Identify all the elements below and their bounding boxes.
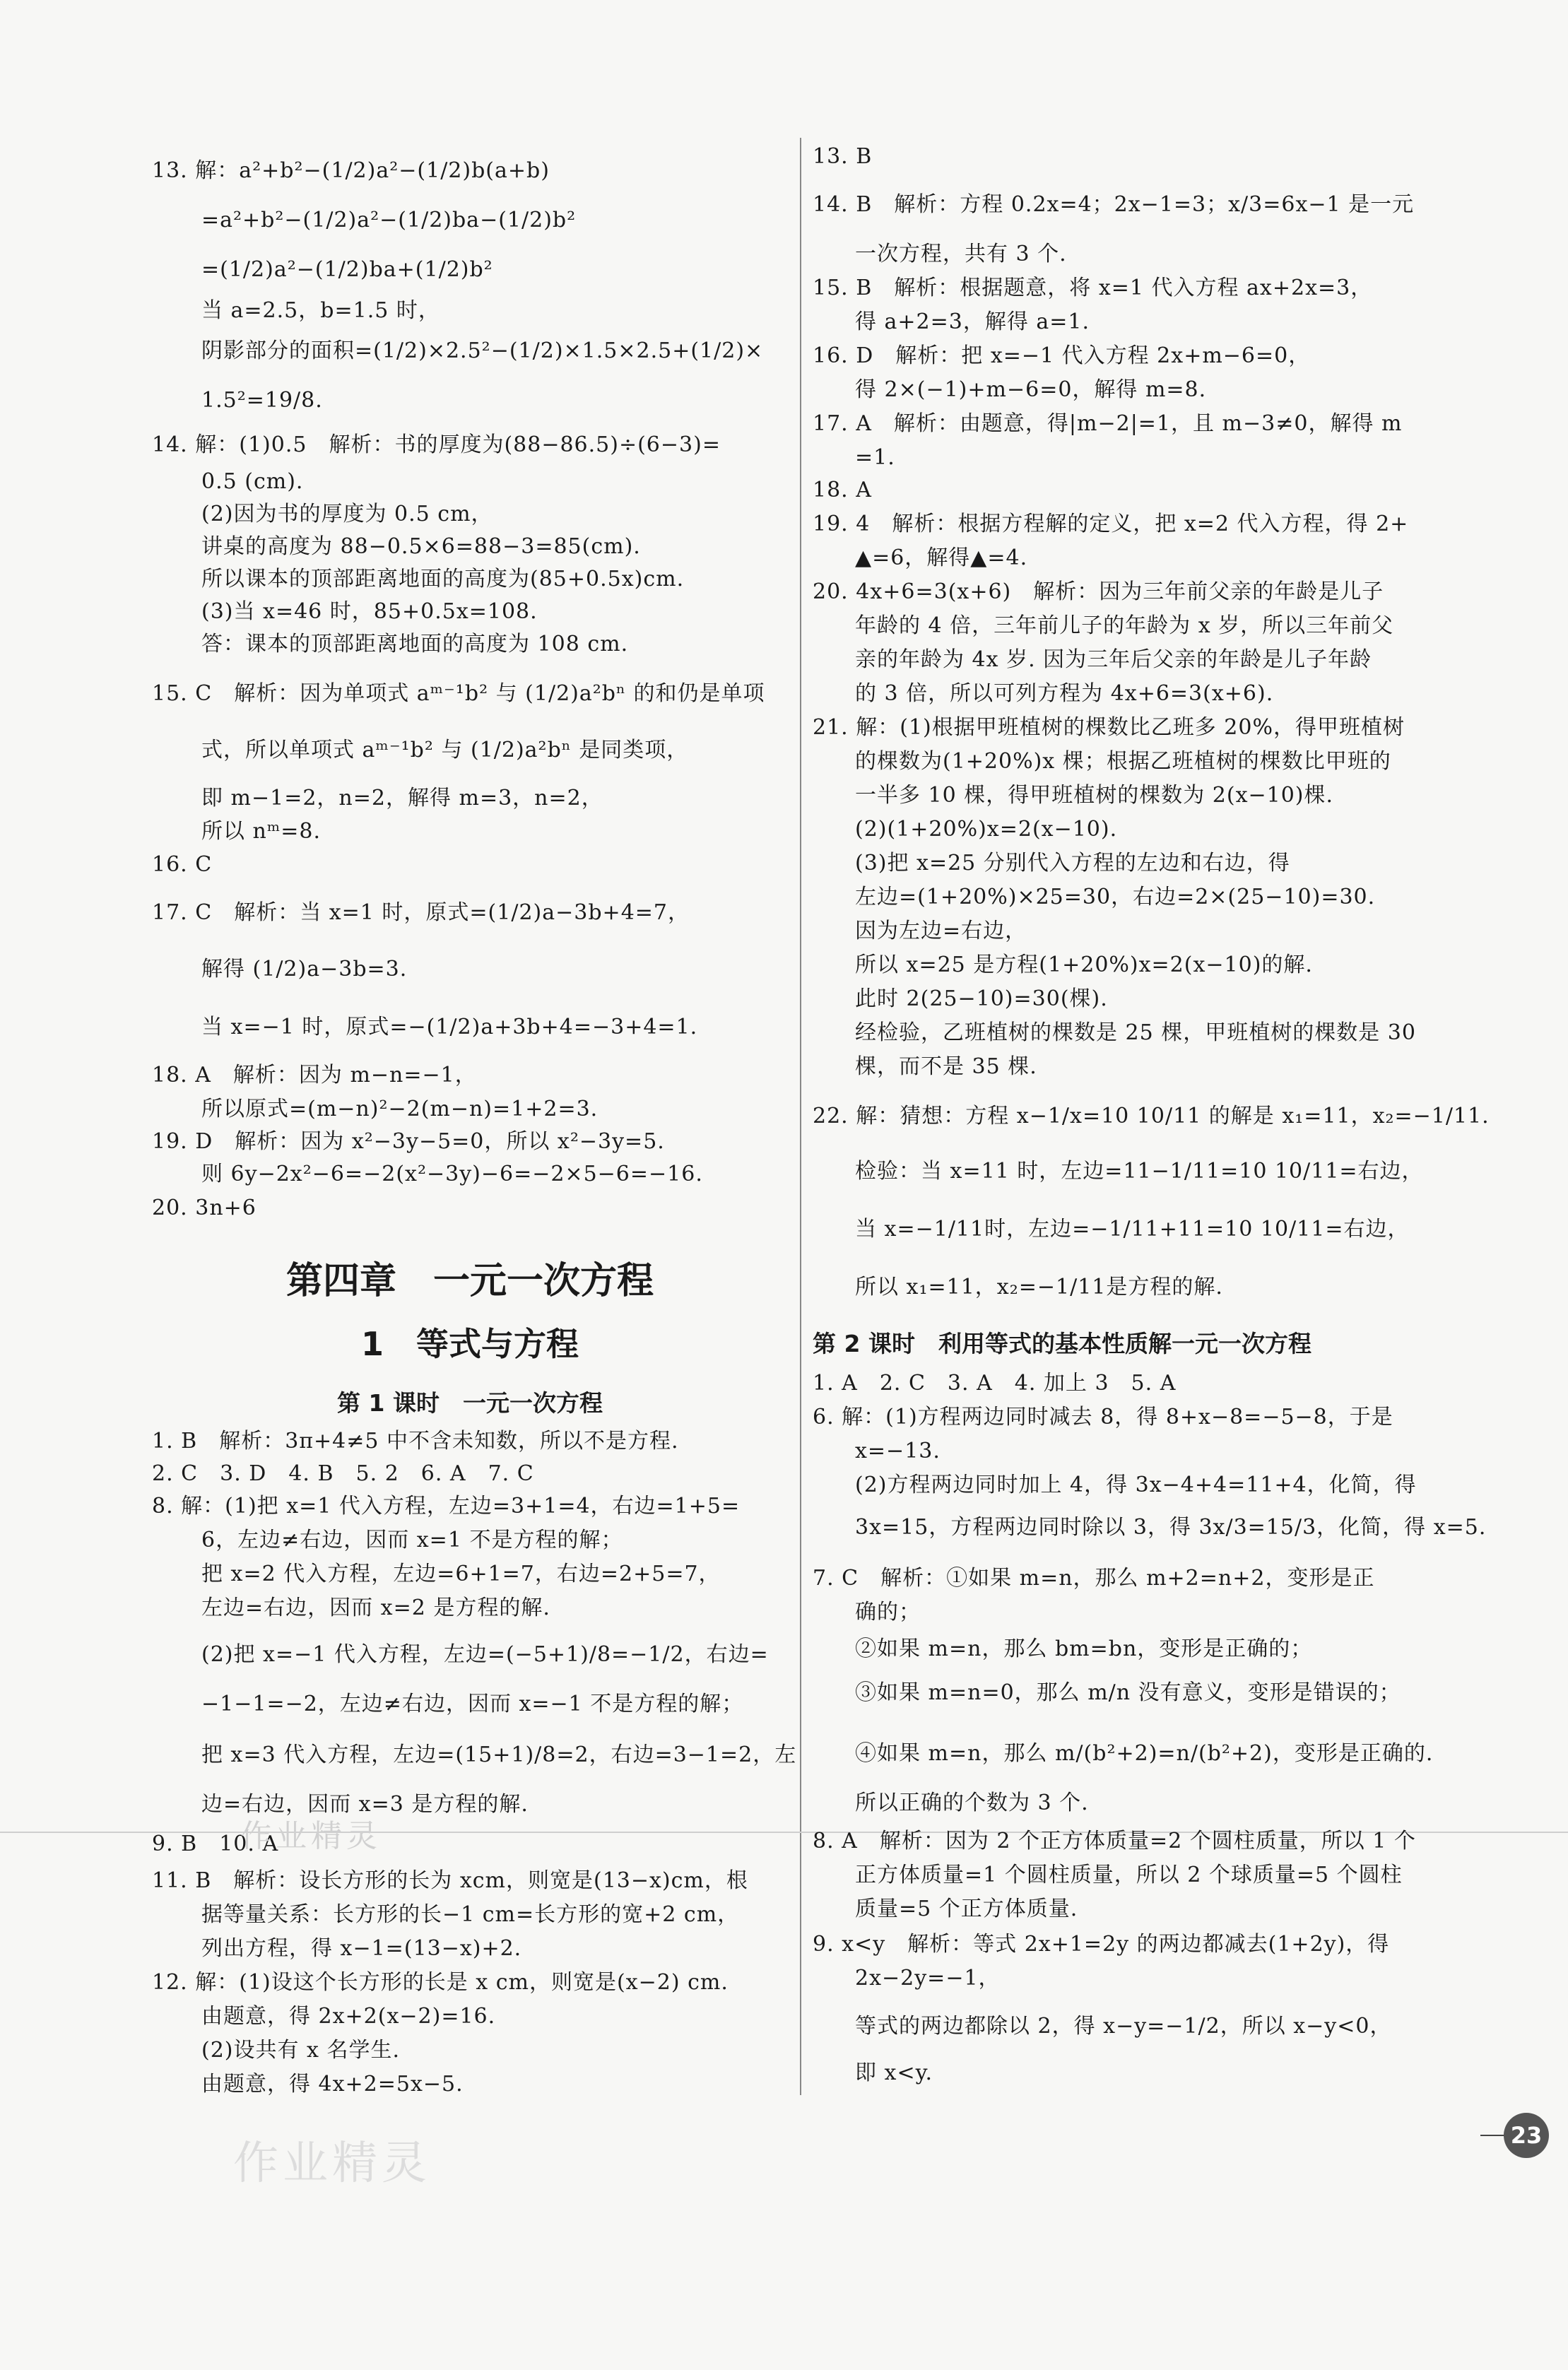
- answer-line: 正方体质量=1 个圆柱质量，所以 2 个球质量=5 个圆柱: [855, 1863, 1403, 1887]
- answer-line: 9. B 10. A: [152, 1832, 279, 1856]
- answer-line: 1.5²=19/8.: [201, 388, 323, 413]
- answer-line: 列出方程，得 x−1=(13−x)+2.: [201, 1936, 522, 1961]
- answer-line: 一半多 10 棵，得甲班植树的棵数为 2(x−10)棵.: [855, 783, 1334, 808]
- answer-line: 所以原式=(m−n)²−2(m−n)=1+2=3.: [201, 1097, 599, 1121]
- answer-line: 13. 解：a²+b²−(1/2)a²−(1/2)b(a+b): [152, 158, 550, 183]
- answer-line: 当 a=2.5，b=1.5 时，: [201, 298, 440, 323]
- lesson-title: 第 1 课时 一元一次方程: [337, 1389, 603, 1417]
- answer-line: 16. C: [152, 852, 213, 877]
- answer-line: 当 x=−1 时，原式=−(1/2)a+3b+4=−3+4=1.: [201, 1015, 698, 1039]
- answer-line: 1. A 2. C 3. A 4. 加上 3 5. A: [813, 1371, 1177, 1396]
- answer-line: 左边=右边，因而 x=2 是方程的解.: [201, 1596, 550, 1620]
- answer-line: 则 6y−2x²−6=−2(x²−3y)−6=−2×5−6=−16.: [201, 1162, 703, 1186]
- answer-line: 即 x<y.: [855, 2061, 933, 2085]
- page-number: 23: [1504, 2113, 1549, 2158]
- answer-line: 边=右边，因而 x=3 是方程的解.: [201, 1792, 529, 1817]
- answer-line: 的 3 倍，所以可列方程为 4x+6=3(x+6).: [855, 681, 1274, 706]
- answer-line: −1−1=−2，左边≠右边，因而 x=−1 不是方程的解；: [201, 1692, 744, 1716]
- answer-line: (2)(1+20%)x=2(x−10).: [855, 817, 1118, 842]
- answer-line: 检验：当 x=11 时，左边=11−1/11=10 10/11=右边，: [855, 1159, 1424, 1184]
- chapter-title: 第四章 一元一次方程: [285, 1260, 654, 1302]
- answer-line: 所以正确的个数为 3 个.: [855, 1791, 1089, 1815]
- answer-line: 等式的两边都除以 2，得 x−y=−1/2，所以 x−y<0，: [855, 2014, 1392, 2039]
- answer-line: 此时 2(25−10)=30(棵).: [855, 986, 1108, 1011]
- answer-line: 20. 3n+6: [152, 1196, 257, 1220]
- answer-line: 20. 4x+6=3(x+6) 解析：因为三年前父亲的年龄是儿子: [813, 579, 1384, 604]
- answer-line: ④如果 m=n，那么 m/(b²+2)=n/(b²+2)，变形是正确的.: [855, 1741, 1434, 1766]
- answer-line: 12. 解：(1)设这个长方形的长是 x cm，则宽是(x−2) cm.: [152, 1970, 729, 1995]
- answer-line: 据等量关系：长方形的长−1 cm=长方形的宽+2 cm，: [201, 1902, 740, 1927]
- answer-line: 15. C 解析：因为单项式 aᵐ⁻¹b² 与 (1/2)a²bⁿ 的和仍是单项: [152, 681, 765, 706]
- answer-line: (3)把 x=25 分别代入方程的左边和右边，得: [855, 851, 1290, 876]
- answer-line: 11. B 解析：设长方形的长为 xcm，则宽是(13−x)cm，根: [152, 1868, 748, 1893]
- answer-line: 所以 x=25 是方程(1+20%)x=2(x−10)的解.: [855, 953, 1313, 977]
- answer-line: 由题意，得 2x+2(x−2)=16.: [201, 2004, 496, 2029]
- answer-line: 即 m−1=2，n=2，解得 m=3，n=2，: [201, 786, 603, 810]
- answer-line: (2)方程两边同时加上 4，得 3x−4+4=11+4，化简，得: [855, 1473, 1417, 1497]
- answer-line: 17. A 解析：由题意，得|m−2|=1，且 m−3≠0，解得 m: [813, 411, 1403, 436]
- answer-line: 8. A 解析：因为 2 个正方体质量=2 个圆柱质量，所以 1 个: [813, 1829, 1416, 1853]
- answer-line: 一次方程，共有 3 个.: [855, 242, 1067, 266]
- answer-line: 13. B: [813, 144, 873, 169]
- answer-line: (3)当 x=46 时，85+0.5x=108.: [201, 599, 538, 624]
- answer-line: =a²+b²−(1/2)a²−(1/2)ba−(1/2)b²: [201, 208, 577, 232]
- answer-line: 由题意，得 4x+2=5x−5.: [201, 2072, 464, 2097]
- answer-line: (2)把 x=−1 代入方程，左边=(−5+1)/8=−1/2，右边=: [201, 1642, 769, 1667]
- answer-line: 答：课本的顶部距离地面的高度为 108 cm.: [201, 632, 629, 656]
- answer-line: 因为左边=右边，: [855, 919, 1027, 943]
- answer-line: 6，左边≠右边，因而 x=1 不是方程的解；: [201, 1528, 623, 1552]
- answer-line: 14. B 解析：方程 0.2x=4；2x−1=3；x/3=6x−1 是一元: [813, 192, 1415, 217]
- answer-line: 所以课本的顶部距离地面的高度为(85+0.5x)cm.: [201, 567, 685, 591]
- answer-line: 当 x=−1/11时，左边=−1/11+11=10 10/11=右边，: [855, 1217, 1410, 1242]
- answer-line: 3x=15，方程两边同时除以 3，得 3x/3=15/3，化简，得 x=5.: [855, 1515, 1487, 1540]
- answer-line: 把 x=3 代入方程，左边=(15+1)/8=2，右边=3−1=2，左: [201, 1743, 797, 1767]
- answer-line: 得 a+2=3，解得 a=1.: [855, 309, 1090, 334]
- answer-line: 16. D 解析：把 x=−1 代入方程 2x+m−6=0，: [813, 343, 1311, 368]
- answer-line: ③如果 m=n=0，那么 m/n 没有意义，变形是错误的；: [855, 1680, 1401, 1705]
- answer-line: 2x−2y=−1，: [855, 1966, 1001, 1991]
- answer-line: 18. A: [813, 478, 872, 502]
- answer-line: 19. 4 解析：根据方程解的定义，把 x=2 代入方程，得 2+: [813, 512, 1409, 536]
- answer-line: 9. x<y 解析：等式 2x+1=2y 的两边都减去(1+2y)，得: [813, 1932, 1390, 1957]
- answer-line: 21. 解：(1)根据甲班植树的棵数比乙班多 20%，得甲班植树: [813, 715, 1405, 740]
- answer-line: =1.: [855, 445, 895, 470]
- answer-line: 年龄的 4 倍，三年前儿子的年龄为 x 岁，所以三年前父: [855, 613, 1394, 638]
- answer-line: 所以 nᵐ=8.: [201, 819, 322, 844]
- section-title: 1 等式与方程: [360, 1325, 579, 1363]
- lesson-title: 第 2 课时 利用等式的基本性质解一元一次方程: [813, 1330, 1311, 1357]
- answer-line: 1. B 解析：3π+4≠5 中不含未知数，所以不是方程.: [152, 1429, 679, 1454]
- answer-line: 15. B 解析：根据题意，将 x=1 代入方程 ax+2x=3，: [813, 276, 1373, 300]
- answer-line: 阴影部分的面积=(1/2)×2.5²−(1/2)×1.5×2.5+(1/2)×: [201, 338, 764, 363]
- answer-line: =(1/2)a²−(1/2)ba+(1/2)b²: [201, 257, 493, 282]
- answer-line: 棵，而不是 35 棵.: [855, 1054, 1037, 1079]
- answer-line: 22. 解：猜想：方程 x−1/x=10 10/11 的解是 x₁=11，x₂=−1/11.: [813, 1104, 1490, 1128]
- answer-line: 左边=(1+20%)×25=30，右边=2×(25−10)=30.: [855, 885, 1376, 909]
- answer-line: 确的；: [855, 1600, 921, 1625]
- page-number-rule: [1480, 2135, 1506, 2136]
- answer-line: 质量=5 个正方体质量.: [855, 1897, 1078, 1921]
- answer-line: 解得 (1/2)a−3b=3.: [201, 957, 408, 981]
- answer-line: (2)设共有 x 名学生.: [201, 2038, 401, 2063]
- answer-line: 讲桌的高度为 88−0.5×6=88−3=85(cm).: [201, 534, 641, 559]
- answer-line: 14. 解：(1)0.5 解析：书的厚度为(88−86.5)÷(6−3)=: [152, 432, 721, 457]
- answer-line: 7. C 解析：①如果 m=n，那么 m+2=n+2，变形是正: [813, 1566, 1375, 1591]
- column-divider: [800, 138, 801, 2095]
- answer-line: 6. 解：(1)方程两边同时减去 8，得 8+x−8=−5−8，于是: [813, 1405, 1393, 1429]
- answer-line: 所以 x₁=11，x₂=−1/11是方程的解.: [855, 1275, 1223, 1299]
- answer-line: 得 2×(−1)+m−6=0，解得 m=8.: [855, 377, 1207, 402]
- answer-line: 经检验，乙班植树的棵数是 25 棵，甲班植树的棵数是 30: [855, 1020, 1416, 1045]
- answer-line: 19. D 解析：因为 x²−3y−5=0，所以 x²−3y=5.: [152, 1129, 665, 1154]
- answer-line: ▲=6，解得▲=4.: [855, 546, 1028, 570]
- answer-line: 18. A 解析：因为 m−n=−1，: [152, 1063, 477, 1087]
- answer-line: 17. C 解析：当 x=1 时，原式=(1/2)a−3b+4=7，: [152, 900, 690, 925]
- answer-line: 8. 解：(1)把 x=1 代入方程，左边=3+1=4，右边=1+5=: [152, 1494, 741, 1519]
- answer-line: ②如果 m=n，那么 bm=bn，变形是正确的；: [855, 1637, 1313, 1661]
- answer-line: x=−13.: [855, 1439, 941, 1463]
- answer-line: 把 x=2 代入方程，左边=6+1=7，右边=2+5=7，: [201, 1562, 721, 1586]
- answer-line: 0.5 (cm).: [201, 469, 304, 494]
- watermark: 作业精灵: [240, 1818, 382, 1854]
- answer-line: 的棵数为(1+20%)x 棵；根据乙班植树的棵数比甲班的: [855, 749, 1391, 774]
- answer-line: 亲的年龄为 4x 岁. 因为三年后父亲的年龄是儿子年龄: [855, 647, 1372, 672]
- answer-line: 式，所以单项式 aᵐ⁻¹b² 与 (1/2)a²bⁿ 是同类项，: [201, 738, 689, 762]
- watermark: 作业精灵: [233, 2138, 431, 2190]
- answer-line: 2. C 3. D 4. B 5. 2 6. A 7. C: [152, 1461, 534, 1486]
- answer-line: (2)因为书的厚度为 0.5 cm，: [201, 502, 493, 526]
